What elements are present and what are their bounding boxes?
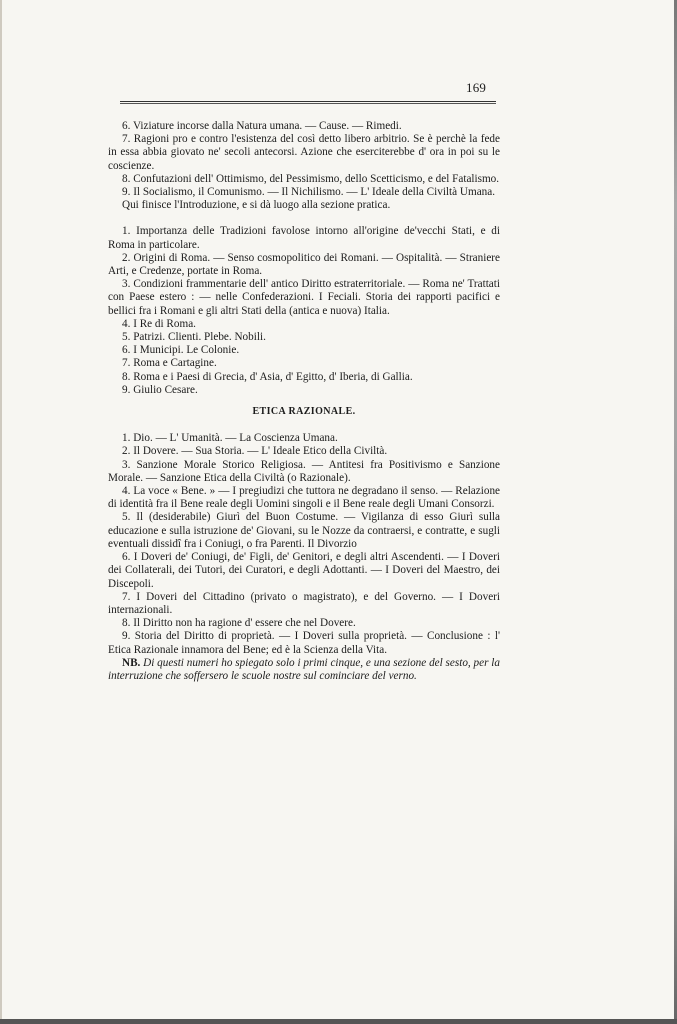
paragraph: 5. Il (desiderabile) Giurì del Buon Costume. — Vigilanza di esso Giurì sulla educazione e sulla istruzione de' Giovani, su le Nozze da contraersi, e contratte, e sugli eventuali dissidî fra i Coniugi, o fra Parenti. Il Divorzio bbox=[108, 511, 500, 550]
paragraph: 6. I Doveri de' Coniugi, de' Figli, de' Genitori, e degli altri Ascendenti. — I Doveri dei Collaterali, dei Tutori, dei Curatori, e degli Adottanti. — I Doveri del Maestro, dei Discepoli. bbox=[108, 551, 500, 590]
section-heading: ETICA RAZIONALE. bbox=[252, 406, 356, 418]
paragraph: 8. Confutazioni dell' Ottimismo, del Pessimismo, dello Scetticismo, e del Fatalismo. bbox=[122, 172, 500, 185]
paragraph: 9. Giulio Cesare. bbox=[122, 383, 198, 396]
paragraph: 7. Roma e Cartagine. bbox=[122, 357, 217, 370]
paragraph: 7. Ragioni pro e contro l'esistenza del così detto libero arbitrio. Se è perchè la fede in essa abbia giovato ne' secoli antecorsi. Azione che eserciterebbe d' ora in poi su le coscienze. bbox=[108, 133, 500, 172]
paragraph: 1. Dio. — L' Umanità. — La Coscienza Umana. bbox=[122, 432, 338, 445]
paragraph: 2. Il Dovere. — Sua Storia. — L' Ideale Etico della Civiltà. bbox=[122, 445, 388, 458]
paragraph: 6. Viziature incorse dalla Natura umana. — Cause. — Rimedi. bbox=[122, 120, 402, 132]
paragraph: 4. I Re di Roma. bbox=[122, 317, 196, 330]
page-body bbox=[108, 120, 500, 683]
page-left-edge bbox=[0, 0, 2, 1024]
paragraph: 7. I Doveri del Cittadino (privato o magistrato), e del Governo. — I Doveri internazionali. bbox=[108, 590, 500, 616]
footnote bbox=[108, 657, 500, 683]
paragraph: Qui finisce l'Introduzione, e si dà luogo alla sezione pratica. bbox=[122, 199, 391, 212]
paragraph: 4. La voce « Bene. » — I pregiudizi che tuttora ne degradano il senso. — Relazione di identità fra il Bene reale degli Uomini singoli e il Bene reale degli Umani Consorzi. bbox=[108, 485, 500, 511]
footnote-text: Di questi numeri ho spiegato solo i primi cinque, e una sezione del sesto, per la interruzione che soffersero le scuole nostre sul cominciare del verno. bbox=[108, 656, 500, 682]
paragraph: 9. Storia del Diritto di proprietà. — I Doveri sulla proprietà. — Conclusione : l' Etica Razionale innamora del Bene; ed è la Scienza della Vita. bbox=[108, 630, 500, 656]
page-number: 169 bbox=[466, 80, 487, 95]
paragraph: 2. Origini di Roma. — Senso cosmopolitico dei Romani. — Ospitalità. — Straniere Arti, e Credenze, portate in Roma. bbox=[108, 251, 500, 278]
paragraph: 9. Il Socialismo, il Comunismo. — Il Nichilismo. — L' Ideale della Civiltà Umana. bbox=[122, 186, 496, 199]
section-gap bbox=[108, 212, 500, 225]
paragraph: 3. Sanzione Morale Storico Religiosa. — Antitesi fra Positivismo e Sanzione Morale. — Sanzione Etica della Civiltà (o Razionale). bbox=[108, 458, 500, 484]
paragraph: 8. Il Diritto non ha ragione d' essere che nel Dovere. bbox=[122, 617, 356, 630]
paragraph: 3. Condizioni frammentarie dell' antico Diritto estraterritoriale. — Roma ne' Trattati con Paese estero : — nelle Confederazioni. I Feciali. Storia dei rapporti pacifici e bellici fra i Romani e gli altri Stati della (antica e nuova) Italia. bbox=[108, 278, 500, 317]
paragraph: 6. I Municipi. Le Colonie. bbox=[122, 344, 240, 357]
footnote-label: NB. bbox=[122, 656, 141, 669]
paragraph: 5. Patrizi. Clienti. Plebe. Nobili. bbox=[122, 331, 266, 344]
page-bottom-edge bbox=[0, 1019, 677, 1024]
paragraph: 1. Importanza delle Tradizioni favolose intorno all'origine de'vecchi Stati, e di Roma in particolare. bbox=[108, 225, 500, 251]
header-rule bbox=[120, 101, 496, 104]
paragraph: 8. Roma e i Paesi di Grecia, d' Asia, d' Egitto, d' Iberia, di Gallia. bbox=[122, 370, 413, 383]
